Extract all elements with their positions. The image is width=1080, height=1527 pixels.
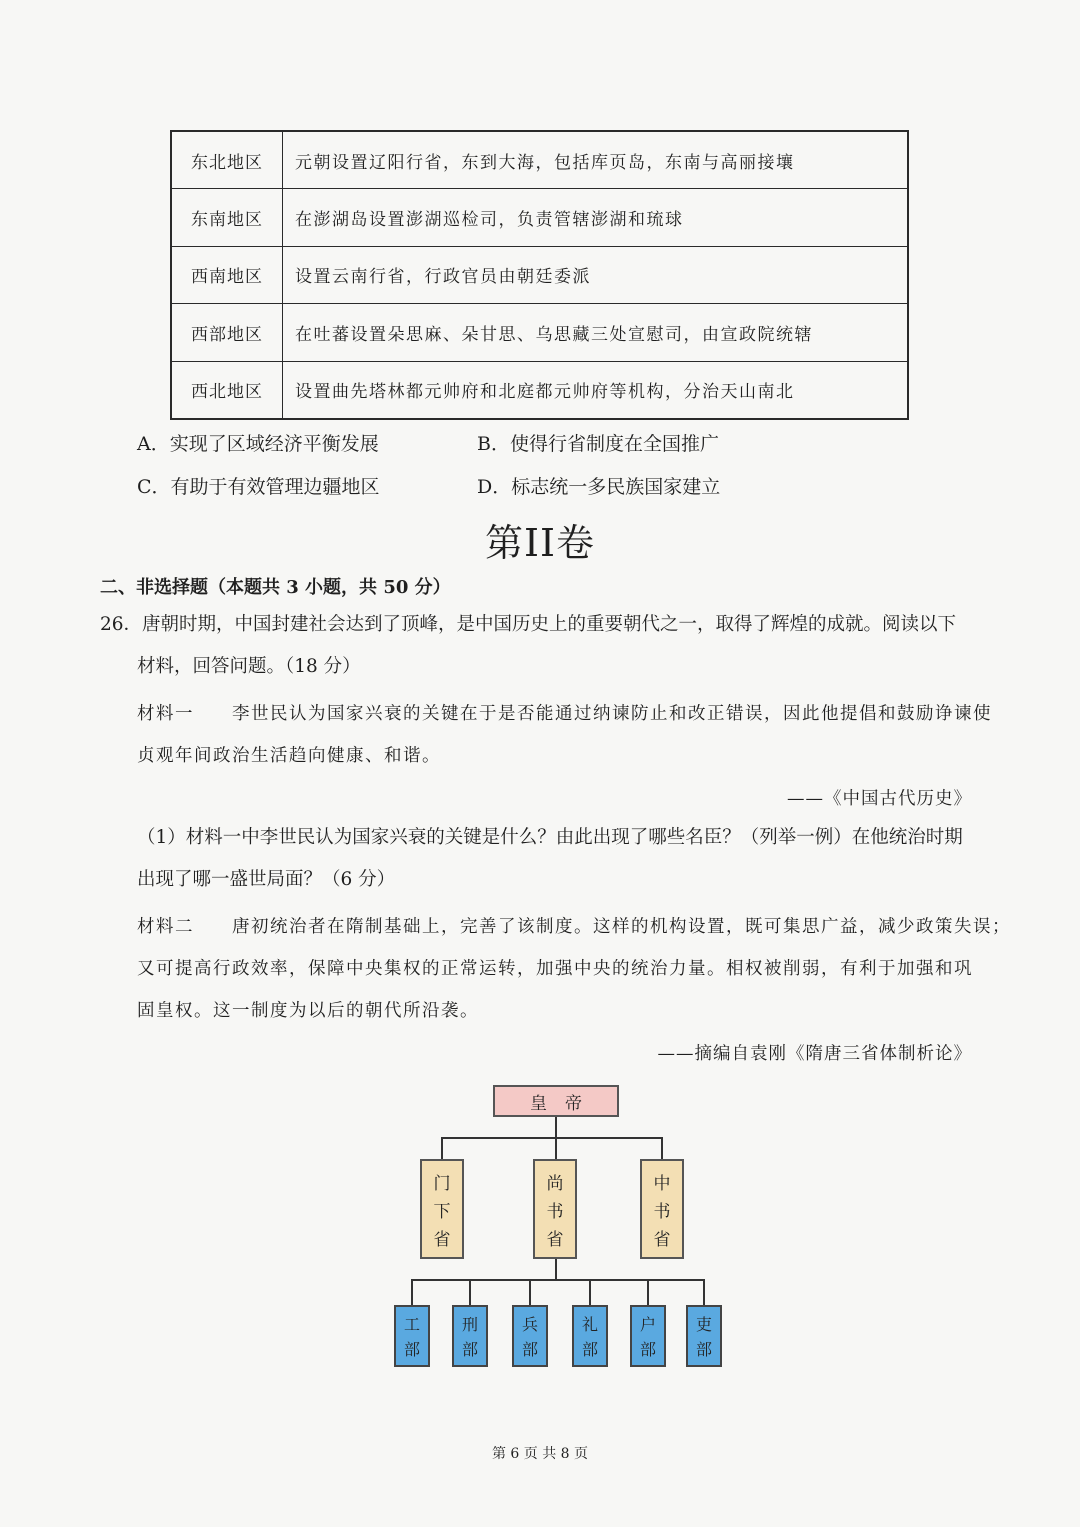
connector-line	[411, 1279, 413, 1305]
description-cell: 元朝设置辽阳行省，东到大海，包括库页岛，东南与高丽接壤	[283, 131, 909, 189]
ministry-works	[394, 1305, 430, 1367]
department-menxia	[420, 1159, 464, 1259]
department-char: 书	[653, 1201, 671, 1222]
ministry-char: 户	[639, 1315, 656, 1334]
connector-line	[411, 1279, 705, 1281]
ministry-char: 部	[581, 1340, 598, 1359]
ministry-char: 部	[521, 1340, 538, 1359]
table-row	[171, 361, 908, 419]
department-char: 门	[433, 1173, 451, 1194]
ministry-justice	[452, 1305, 488, 1367]
question-26-line1: 26．唐朝时期，中国封建社会达到了顶峰，是中国历史上的重要朝代之一，取得了辉煌的成就。阅读以下	[100, 614, 957, 635]
department-char: 书	[546, 1201, 564, 1222]
department-zhongshu	[640, 1159, 684, 1259]
ministry-char: 吏	[695, 1315, 712, 1334]
department-char: 省	[546, 1229, 564, 1250]
region-cell: 东北地区	[171, 131, 283, 189]
emperor-box: 皇帝	[493, 1085, 619, 1117]
department-char: 下	[433, 1201, 451, 1222]
description-cell: 在吐蕃设置朵思麻、朵甘思、乌思藏三处宣慰司，由宣政院统辖	[283, 304, 909, 361]
region-cell: 西部地区	[171, 304, 283, 361]
ministry-char: 兵	[521, 1315, 538, 1334]
option-a: A．实现了区域经济平衡发展	[137, 433, 379, 455]
department-shangshu	[533, 1159, 577, 1259]
table-row	[171, 304, 908, 361]
department-char: 省	[433, 1229, 451, 1250]
material-2-line1: 材料二 唐初统治者在隋制基础上，完善了该制度。这样的机构设置，既可集思广益，减少政策失误；	[137, 917, 1011, 937]
option-c: C．有助于有效管理边疆地区	[137, 476, 380, 498]
connector-line	[529, 1279, 531, 1305]
connector-line	[647, 1279, 649, 1305]
connector-line	[555, 1137, 557, 1159]
connector-line	[555, 1259, 557, 1279]
question-26-line2: 材料，回答问题。（18 分）	[137, 656, 361, 677]
connector-line	[469, 1279, 471, 1305]
region-cell: 东南地区	[171, 189, 283, 246]
ministry-char: 部	[639, 1340, 656, 1359]
ministry-char: 部	[695, 1340, 712, 1359]
region-table	[170, 130, 909, 420]
connector-line	[589, 1279, 591, 1305]
material-2-line2: 又可提高行政效率，保障中央集权的正常运转，加强中央的统治力量。相权被削弱，有利于加强和巩	[137, 959, 973, 979]
ministry-war	[512, 1305, 548, 1367]
department-char: 尚	[546, 1173, 564, 1194]
subquestion-1-line1: （1）材料一中李世民认为国家兴衰的关键是什么？由此出现了哪些名臣？（列举一例）在他统治时期	[137, 827, 963, 848]
region-cell: 西北地区	[171, 361, 283, 419]
connector-line	[441, 1137, 663, 1139]
material-2-source: ——摘编自袁刚《隋唐三省体制析论》	[657, 1044, 972, 1064]
material-1-line1: 材料一 李世民认为国家兴衰的关键在于是否能通过纳谏防止和改正错误，因此他提倡和鼓励诤谏使	[137, 704, 992, 724]
ministry-char: 礼	[581, 1315, 598, 1334]
subquestion-1-line2: 出现了哪一盛世局面？（6 分）	[137, 869, 396, 890]
page-number: 第 6 页 共 8 页	[491, 1446, 589, 1462]
region-cell: 西南地区	[171, 246, 283, 303]
connector-line	[661, 1137, 663, 1159]
connector-line	[703, 1279, 705, 1305]
ministry-rites	[572, 1305, 608, 1367]
description-cell: 在澎湖岛设置澎湖巡检司，负责管辖澎湖和琉球	[283, 189, 909, 246]
department-char: 中	[653, 1173, 671, 1194]
material-1-line2: 贞观年间政治生活趋向健康、和谐。	[137, 746, 441, 766]
option-d: D．标志统一多民族国家建立	[477, 476, 721, 498]
connector-line	[441, 1137, 443, 1159]
option-b: B．使得行省制度在全国推广	[477, 433, 719, 455]
department-char: 省	[653, 1229, 671, 1250]
part-title: 第II卷	[484, 521, 596, 565]
table-row	[171, 246, 908, 303]
description-cell: 设置云南行省，行政官员由朝廷委派	[283, 246, 909, 303]
ministry-char: 工	[403, 1315, 420, 1334]
table-row	[171, 131, 908, 189]
material-1-source: ——《中国古代历史》	[787, 789, 972, 809]
table-row	[171, 189, 908, 246]
description-cell: 设置曲先塔林都元帅府和北庭都元帅府等机构，分治天山南北	[283, 361, 909, 419]
material-2-line3: 固皇权。这一制度为以后的朝代所沿袭。	[137, 1001, 479, 1021]
ministry-char: 部	[461, 1340, 478, 1359]
section-heading: 二、非选择题（本题共 3 小题，共 50 分）	[100, 577, 451, 598]
ministry-char: 部	[403, 1340, 420, 1359]
ministry-personnel	[686, 1305, 722, 1367]
connector-line	[555, 1117, 557, 1137]
ministry-char: 刑	[461, 1315, 478, 1334]
ministry-revenue	[630, 1305, 666, 1367]
